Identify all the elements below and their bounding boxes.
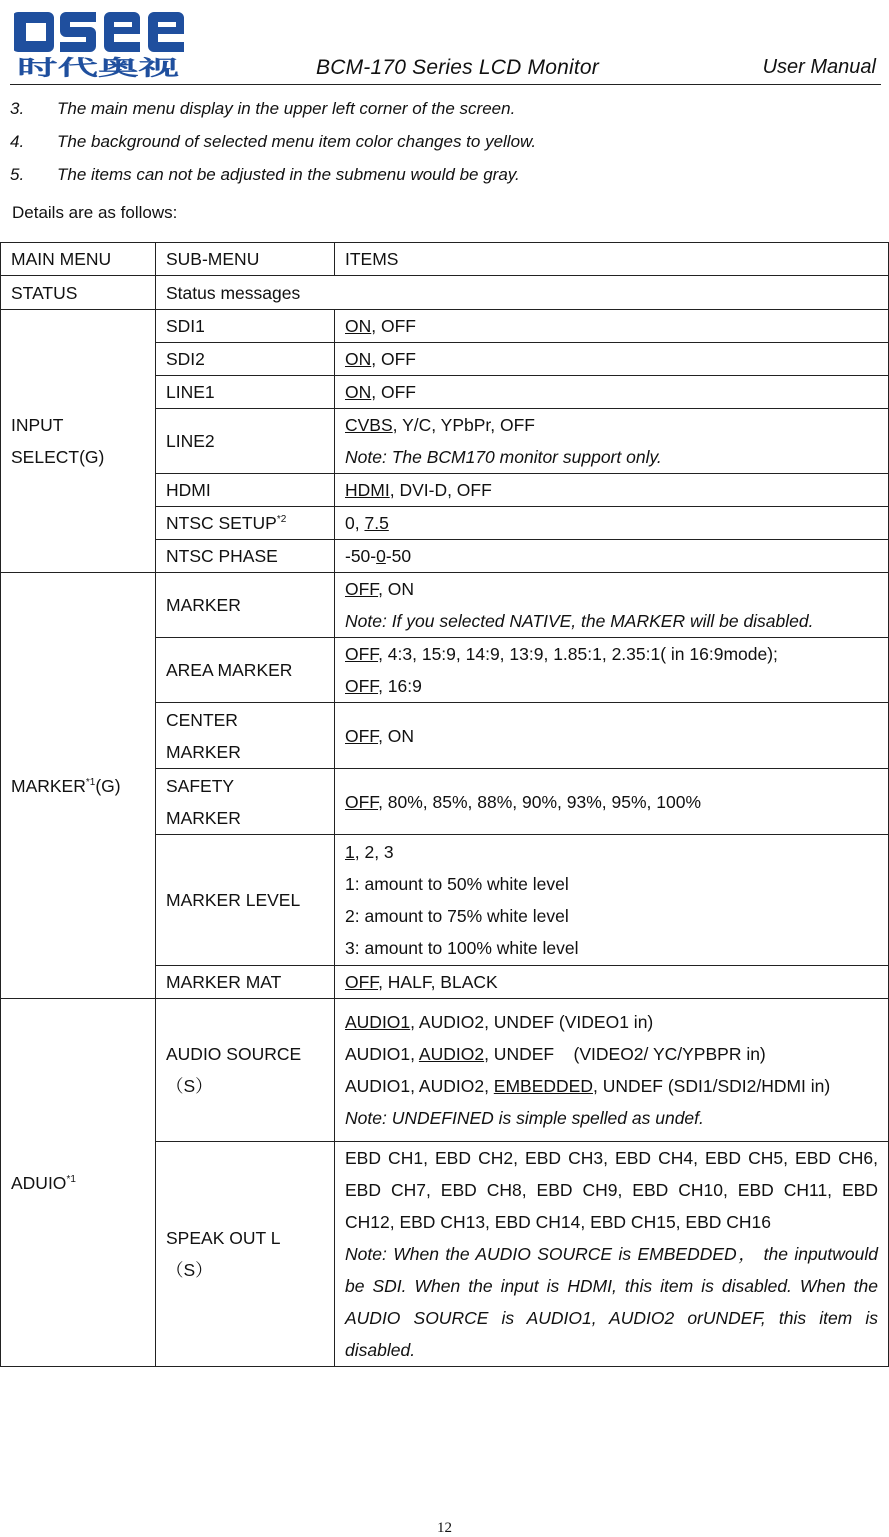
sub-speak-out: SPEAK OUT L （S） [156, 1142, 335, 1367]
document-type: User Manual [762, 56, 876, 78]
items-hdmi: HDMI, DVI-D, OFF [335, 474, 889, 507]
note-speak-out: Note: When the AUDIO SOURCE is EMBEDDED， the inputwould be SDI. When the input is HDMI, this item is disabled. When the AUDIO SOURCE is AUDIO1, AUDIO2 orUNDEF, this item is disabled. [345, 1244, 878, 1360]
note-item: 3. The main menu display in the upper left corner of the screen. [10, 98, 516, 118]
items-sdi2: ON, OFF [335, 343, 889, 376]
sub-hdmi: HDMI [156, 474, 335, 507]
table-header-row [1, 243, 889, 276]
speak-channels: EBD CH1, EBD CH2, EBD CH3, EBD CH4, EBD CH5, EBD CH6, EBD CH7, EBD CH8, EBD CH9, EBD CH10, EBD CH11, EBD CH12, EBD CH13, EBD CH14, EBD CH15, EBD CH16 [345, 1148, 878, 1232]
page-number: 12 [437, 1520, 452, 1536]
audio-main: ADUIO$^{*1}$ [1, 999, 156, 1367]
table-row [1, 573, 889, 638]
table-row [1, 276, 889, 310]
sub-marker: MARKER [156, 573, 335, 638]
table-row [1, 999, 889, 1142]
note-item: 5. The items can not be adjusted in the submenu would be gray. [10, 164, 520, 184]
items-area-marker: OFF, 4:3, 15:9, 14:9, 13:9, 1.85:1, 2.35:1( in 16:9mode); OFF, 16:9 [335, 638, 889, 703]
status-text: Status messages [156, 276, 889, 310]
note-item: 4. The background of selected menu item color changes to yellow. [10, 131, 537, 151]
document-title: BCM-170 Series LCD Monitor [316, 56, 599, 79]
sub-marker-mat: MARKER MAT [156, 966, 335, 999]
sub-audio-source: AUDIO SOURCE （S） [156, 999, 335, 1142]
items-marker-mat: OFF, HALF, BLACK [335, 966, 889, 999]
sub-sdi1: SDI1 [156, 310, 335, 343]
sub-ntsc-setup: NTSC SETUP$^{*2}$ [156, 507, 335, 540]
sub-line1: LINE1 [156, 376, 335, 409]
note-marker: Note: If you selected NATIVE, the MARKER will be disabled. [345, 611, 814, 631]
items-line1: ON, OFF [335, 376, 889, 409]
sub-line2: LINE2 [156, 409, 335, 474]
sub-sdi2: SDI2 [156, 343, 335, 376]
items-safety-marker: OFF, 80%, 85%, 88%, 90%, 93%, 95%, 100% [335, 769, 889, 835]
header-main-menu: MAIN MENU [1, 243, 156, 276]
items-center-marker: OFF, ON [335, 703, 889, 769]
logo-subtext: 时代奥视 [17, 56, 179, 78]
items-ntsc-phase: -50-0-50 [335, 540, 889, 573]
note-line2: Note: The BCM170 monitor support only. [345, 447, 662, 467]
sub-marker-level: MARKER LEVEL [156, 835, 335, 966]
header-rule [10, 84, 881, 85]
sub-ntsc-phase: NTSC PHASE [156, 540, 335, 573]
status-main: STATUS [1, 276, 156, 310]
note-audio-source: Note: UNDEFINED is simple spelled as undef. [345, 1108, 704, 1128]
notes-list [10, 92, 536, 191]
header-sub-menu: SUB-MENU [156, 243, 335, 276]
sub-safety-marker: SAFETY MARKER [156, 769, 335, 835]
items-line2: CVBS, Y/C, YPbPr, OFF Note: The BCM170 monitor support only. [335, 409, 889, 474]
sub-center-marker: CENTER MARKER [156, 703, 335, 769]
sub-area-marker: AREA MARKER [156, 638, 335, 703]
items-marker: OFF, ON Note: If you selected NATIVE, the MARKER will be disabled. [335, 573, 889, 638]
intro-text: Details are as follows: [12, 203, 178, 222]
osee-logo [14, 4, 184, 78]
items-ntsc-setup: 0, 7.5 [335, 507, 889, 540]
items-marker-level: 1, 2, 3 1: amount to 50% white level 2: amount to 75% white level 3: amount to 100% white level [335, 835, 889, 966]
marker-main: MARKER$^{*1}$(G) [1, 573, 156, 999]
menu-table [0, 242, 889, 1367]
input-select-main: INPUT SELECT(G) [1, 310, 156, 573]
items-audio-source: AUDIO1, AUDIO2, UNDEF (VIDEO1 in) AUDIO1, AUDIO2, UNDEF (VIDEO2/ YC/YPBPR in) AUDIO1, AUDIO2, EMBEDDED, UNDEF (SDI1/SDI2/HDMI in) Note: UNDEFINED is simple spelled as undef. [335, 999, 889, 1142]
items-speak-out [335, 1142, 889, 1367]
items-sdi1: ON, OFF [335, 310, 889, 343]
header-items: ITEMS [335, 243, 889, 276]
table-row [1, 310, 889, 343]
